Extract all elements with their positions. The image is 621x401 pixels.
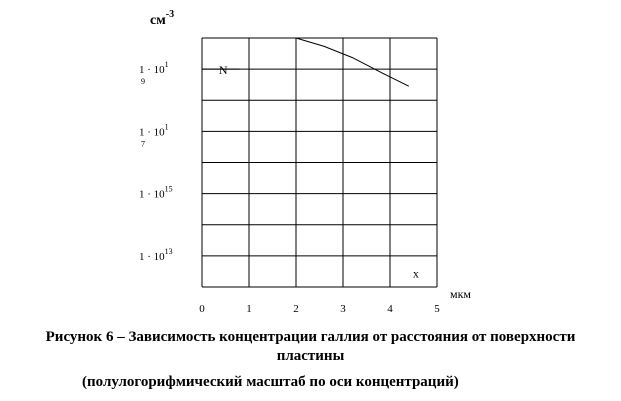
x-tick-label: 2: [293, 303, 299, 315]
y-axis-unit: $см^{-3}$: [150, 9, 175, 28]
x-tick-label: 0: [199, 303, 205, 315]
y-tick-labels: [139, 60, 173, 263]
x-tick-label: 1: [246, 303, 252, 315]
concentration-curve: [296, 38, 409, 86]
y-tick-label: $1 \cdot 10^{15}$: [139, 184, 173, 201]
x-tick-labels: [199, 303, 440, 315]
x-tick-label: 4: [387, 303, 393, 315]
x-tick-label: 5: [434, 303, 440, 315]
grid: [202, 38, 437, 287]
y-tick-label: $1 \cdot 10^{13}$: [139, 246, 173, 263]
figure-caption-line2: пластины: [276, 348, 345, 364]
y-tick-sublabel: 7: [141, 139, 145, 149]
annotation-n: N: [218, 62, 228, 77]
y-tick-sublabel: 9: [141, 77, 145, 87]
x-tick-label: 3: [340, 303, 346, 315]
y-tick-label: $1 \cdot 10^1$: [139, 122, 169, 139]
figure-caption-line3: (полулогорифмический масштаб по оси концентраций): [82, 374, 459, 390]
figure-caption-line1: Рисунок 6 – Зависимость концентрации галлия от расстояния от поверхности: [45, 329, 576, 345]
y-tick-label: $1 \cdot 10^1$: [139, 60, 169, 77]
x-axis-unit: мкм: [450, 287, 472, 301]
annotation-x: x: [412, 266, 419, 281]
